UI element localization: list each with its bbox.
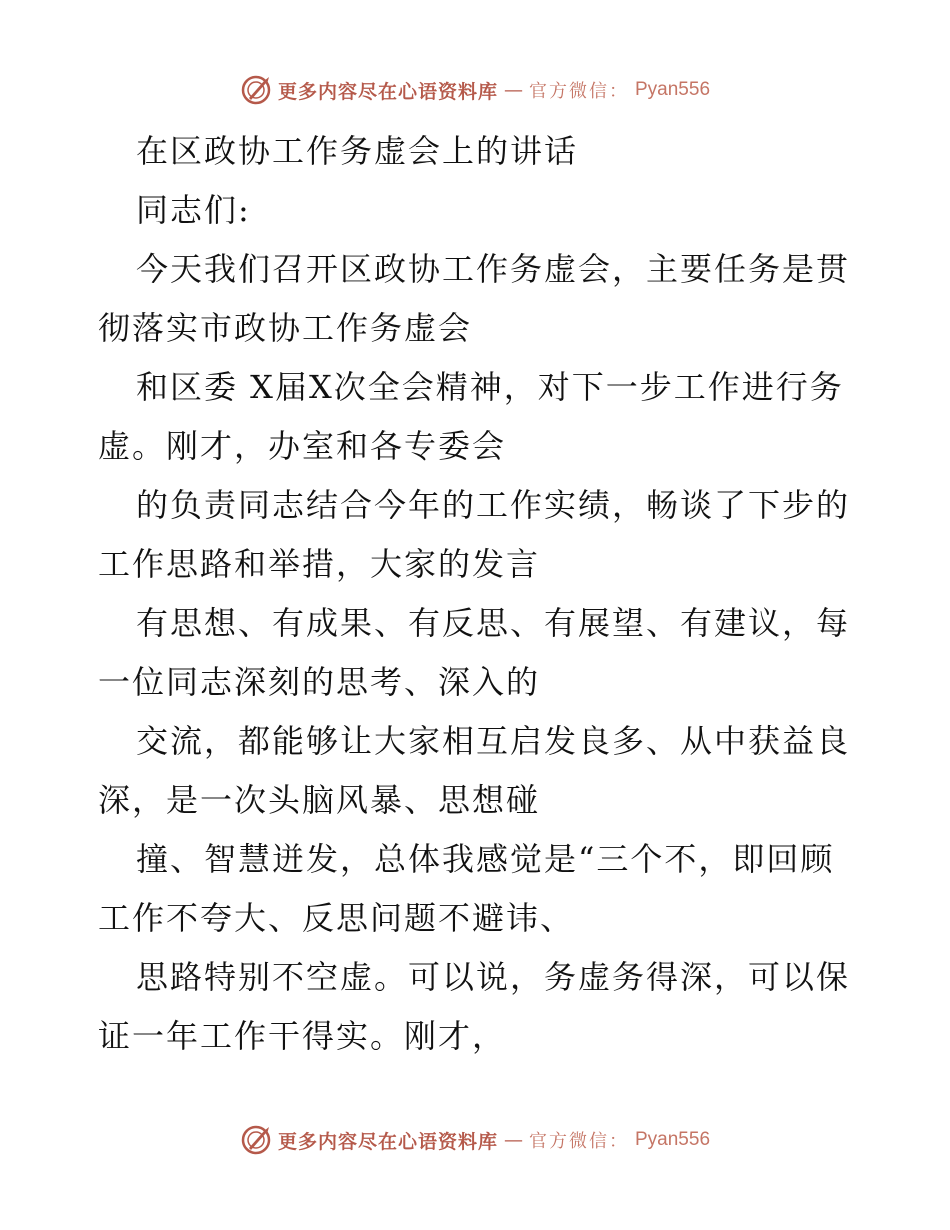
document-line: 交流，都能够让大家相互启发良多、从中获益良 — [136, 722, 851, 760]
watermark-separator: — — [504, 1129, 523, 1151]
quill-pen-logo-icon — [240, 1124, 272, 1156]
document-line: 工作思路和举措，大家的发言 — [98, 545, 541, 583]
document-line: 今天我们召开区政协工作务虚会，主要任务是贯 — [136, 250, 851, 288]
document-line: 的负责同志结合今年的工作实绩，畅谈了下步的 — [136, 486, 851, 524]
footer-watermark-banner — [0, 1120, 950, 1160]
document-body — [98, 122, 858, 1066]
document-line: 一位同志深刻的思考、深入的 — [98, 663, 541, 701]
header-watermark-banner — [0, 70, 950, 110]
document-line: 虚。刚才，办室和各专委会 — [98, 427, 507, 465]
quill-pen-logo-icon — [240, 74, 272, 106]
document-line: 有思想、有成果、有反思、有展望、有建议，每 — [136, 604, 851, 642]
watermark-official-label: 官方微信： — [529, 81, 629, 102]
document-line: 彻落实市政协工作务虚会 — [98, 309, 473, 347]
watermark-official-label: 官方微信： — [529, 1131, 629, 1152]
watermark-separator: — — [504, 79, 523, 101]
watermark-wechat-id: Pyan556 — [635, 79, 711, 100]
document-line: 和区委 X届X次全会精神，对下一步工作进行务 — [136, 368, 844, 406]
document-line: 工作不夸大、反思问题不避讳、 — [98, 899, 575, 937]
document-line: 同志们: — [136, 191, 251, 229]
document-line: 思路特别不空虚。可以说，务虚务得深，可以保 — [136, 958, 851, 996]
watermark-brand-text: 更多内容尽在心语资料库 — [277, 80, 498, 103]
document-line: 深，是一次头脑风暴、思想碰 — [98, 781, 541, 819]
document-line: 证一年工作干得实。刚才， — [98, 1017, 507, 1055]
watermark-wechat-id: Pyan556 — [635, 1129, 711, 1150]
watermark-brand-text: 更多内容尽在心语资料库 — [277, 1130, 498, 1153]
document-line: 在区政协工作务虚会上的讲话 — [136, 132, 579, 170]
document-line: 撞、智慧迸发，总体我感觉是“三个不，即回顾 — [136, 840, 835, 878]
